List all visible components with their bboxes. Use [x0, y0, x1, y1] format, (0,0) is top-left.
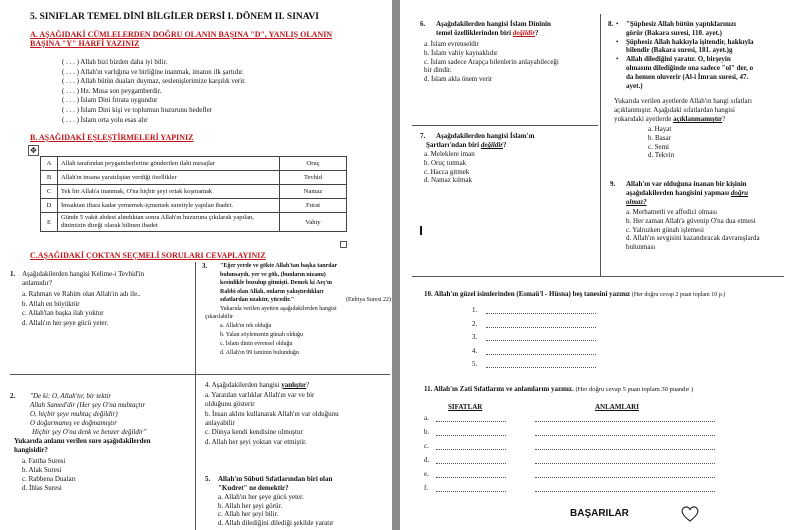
q7-stem-2a: Şartları'ndan biri [426, 141, 481, 149]
matching-table [40, 156, 347, 232]
q4-stem-c: ? [306, 381, 310, 389]
q10-note: (Her doğru cevap 2 puan toplam 10 p.) [631, 292, 726, 298]
answer-option: a. Fatiha Suresi [22, 457, 66, 465]
answer-line[interactable] [486, 367, 596, 368]
sifat-answer-line[interactable] [436, 477, 506, 478]
sifat-answer-line[interactable] [436, 449, 506, 450]
sifat-answer-line[interactable] [436, 491, 506, 492]
q11-title: 11. Allah'ın Zati Sıfatlarını ve anlamlarını yazınız. [424, 385, 574, 393]
heart-icon [680, 505, 700, 523]
answer-option: c. Allah her şeyi bilir. [218, 510, 279, 519]
row-letter: C [41, 185, 58, 199]
q8-verse-line: "Şüphesiz Allah bütün yaptıklarınızı [626, 20, 736, 28]
row-letter: D [41, 199, 58, 213]
answer-option: olduğunu gösterir [205, 400, 255, 409]
answer-option: a. Allah'ın tek olduğu [220, 323, 272, 329]
answer-option: d. Allah'ın sevgisini kazandıracak davranışlarda [626, 234, 760, 243]
q2-stem: Yukarıda anlamı verilen sure aşağıdakilerden [14, 437, 151, 445]
row-keyword: Tevhid [280, 171, 347, 185]
anlam-answer-line[interactable] [535, 421, 715, 422]
section-b-heading: B. AŞAĞIDAKİ EŞLEŞTİRMELERİ YAPINIZ [30, 133, 194, 142]
anlam-answer-line[interactable] [535, 449, 715, 450]
col-anlamlari-header: ANLAMLARI [595, 403, 639, 411]
row-statement: Allah tarafından peygamberlerine gönderilen ilahi mesajlar [58, 157, 280, 171]
q6-stem: Aşağıdakilerden hangisi İslam Dininin [436, 20, 551, 28]
q7-stem-2c: ? [503, 141, 507, 149]
q11-title-line [424, 385, 693, 394]
q9-stem-2 [626, 189, 748, 197]
answer-option: a. Yaratılan varlıklar Allah'ın var ve bir [205, 391, 315, 399]
q8-verse-line: ayet.) [626, 81, 643, 90]
answer-option: bir dindir. [424, 66, 452, 75]
q8-stem-emph: açıklanmamıştır [673, 115, 723, 123]
q1-stem: Aşağıdakilerden hangisi Kelime-i Tevhid'in [22, 270, 145, 278]
q2-number: 2. [10, 392, 16, 400]
q8-stem: Yukarıda verilen ayetlerde Allah'ın hangi sıfatları [614, 97, 752, 105]
row-keyword: Oruç [280, 157, 347, 171]
matching-row [41, 185, 347, 199]
bullet-icon: • [616, 37, 619, 46]
q10-line-number: 4. [472, 346, 478, 355]
resize-handle[interactable] [340, 241, 347, 248]
answer-option: c. Yalnızken günah işlemesi [626, 225, 704, 234]
answer-option: a. Rahman ve Rahim olan Allah'ın adı ile.. [22, 290, 141, 298]
q3-stem: Yukarıda verilen ayetten aşağıdakilerden hangisi [220, 306, 337, 312]
q11-row-letter: e. [424, 470, 429, 478]
q2-verse-line: Allah Samed'dir (Her şey O'na muhtaçtır [30, 401, 146, 409]
q3-source: (Enbiya Suresi 22) [346, 297, 391, 303]
answer-option: d. İhlas Suresi [22, 484, 62, 492]
q7-stem-emph: değildir [480, 141, 504, 149]
section-a-heading-2: BAŞINA "Y" HARFİ YAZINIZ [30, 39, 140, 48]
q10-line-number: 3. [472, 333, 478, 341]
q11-row-letter: c. [424, 442, 429, 450]
q8-verse-line: da hemen oluverir (Al-i İmran suresi, 47. [626, 72, 749, 81]
answer-option: a. Meleklere iman [424, 150, 475, 158]
q6-stem-emph: değildir [512, 29, 535, 37]
q9-stem: Allah'ın var olduğuna inanan bir kişinin [626, 180, 747, 188]
true-false-item: ( . . . ) Allah bizi bizden daha iyi bilir. [62, 58, 168, 66]
anlam-answer-line[interactable] [535, 477, 715, 478]
q10-title-line [424, 290, 725, 299]
q3-quote-line: Rabbi olan Allah, onların yakıştırdıkları [220, 288, 324, 295]
true-false-item: ( . . . ) İslam Dini fıtrata uygundur [62, 96, 158, 105]
q2-verse-line: Hiçbir şey O'na denk ve benzer değildir" [32, 428, 147, 436]
q10-line-number: 2. [472, 319, 478, 328]
row-divider [10, 374, 390, 375]
q2-verse-line: O, hiçbir şeye muhtaç değildir) [30, 410, 118, 418]
sifat-answer-line[interactable] [436, 435, 506, 436]
q8-stem-2: açıklanmıştır. Aşağıdaki sıfatlardan hangisi [614, 106, 735, 114]
true-false-item: ( . . . ) Allah bütün duaları duymaz, seslenişlerimize karşılık verir. [62, 77, 246, 86]
q8-verse-line: olmasını dilediğinde ona sadece "ol" der, o [626, 64, 754, 72]
q6-stem-2a: temel özelliklerinden biri [436, 29, 513, 37]
matching-row [41, 157, 347, 171]
answer-option: b. Allah her şeyi görür. [218, 501, 283, 510]
section-a-heading-1: A. AŞAĞIDAKİ CÜMLELERDEN DOĞRU OLANIN BAŞINA "D", YANLIŞ OLANIN [30, 30, 333, 39]
true-false-item: ( . . . ) Allah'ın varlığına ve birliğine inanmak, imanın ilk şartıdır. [62, 67, 244, 76]
q8-verse-line: görür (Bakara suresi, 110. ayet.) [626, 28, 722, 37]
row-keyword: Vahiy [280, 213, 347, 232]
q8-verse-line: bilendir (Bakara suresi, 181. ayet.)g [626, 46, 733, 55]
q3-quote-line: "Eğer yerde ve gökte Allah'tan başka tanrılar [220, 263, 338, 269]
q4-stem-emph: yanlıştır [281, 381, 307, 389]
answer-option: a. İslam evrenseldir [424, 40, 480, 48]
q4-stem-a: Aşağıdakilerden hangisi [211, 381, 282, 389]
q3-quote-line: kesinlikle bozulup gitmişti. Demek ki Arş'ın [220, 280, 333, 286]
footer-text: BAŞARILAR [570, 508, 629, 519]
anlam-answer-line[interactable] [535, 435, 715, 436]
q3-quote-line: bulunsaydı, yer ve gök, (bunların nizamı) [220, 271, 326, 278]
row-letter: E [41, 213, 58, 232]
column-divider [195, 262, 196, 530]
answer-option: c. Dünya kendi kendisine olmuştur [205, 428, 303, 437]
row-keyword: Fıtrat [280, 199, 347, 213]
q11-note: (Her doğru cevap 5 puan toplam 30 puandır ) [575, 386, 694, 393]
q9-stem-emph: doğru [730, 189, 748, 197]
q8-verse-line: Şüphesiz Allah hakkıyla işitendir, hakkıyla [626, 37, 754, 46]
true-false-item: ( . . . ) İslam orta yolu esas alır [62, 115, 148, 124]
q5-number: 5. [205, 475, 211, 483]
q1-number: 1. [10, 270, 16, 278]
answer-option: d. Allah her şeyi yoktan var etmiştir. [205, 437, 307, 446]
exam-title: 5. SINIFLAR TEMEL DİNİ BİLGİLER DERSİ I. DÖNEM II. SINAVI [30, 12, 319, 22]
text-cursor [420, 226, 422, 235]
answer-option: b. Yalan söylemenin günah olduğu [220, 332, 303, 338]
section-c-heading: C.AŞAĞIDAKİ ÇOKTAN SEÇMELİ SORULARI CEVAPLAYINIZ [30, 251, 266, 260]
row-statement: Günde 5 vakit abdest alındıktan sonra Allah'ın huzuruna çıkılarak yapılan, dinimizin direği olarak bilinen ibadet [58, 213, 280, 232]
q8-stem-3 [614, 115, 725, 123]
q6-stem-2 [436, 29, 538, 37]
q7-number: 7. [420, 132, 426, 140]
q10-title: 10. Allah'ın güzel isimlerinden (Esmaü'l - Hüsna) beş tanesini yazınız [424, 290, 631, 298]
q8-stem-3c: ? [722, 115, 726, 123]
answer-option: c. Semi [648, 142, 669, 151]
answer-option: c. Rabbena Duaları [22, 475, 76, 483]
section-divider [412, 276, 784, 277]
q2-stem-2: hangisidir? [14, 446, 48, 454]
answer-option: a. Merhametli ve affedici olması [626, 208, 718, 216]
answer-option: d. Namaz kılmak [424, 176, 473, 185]
answer-option: c. İslam sadece Arapça bilenlerin anlayabileceği [424, 57, 559, 66]
answer-option: b. Basar [648, 133, 671, 142]
bullet-icon: • [616, 55, 619, 64]
answer-option: c. Allah'tan başka ilah yoktur [22, 309, 104, 317]
q11-row-letter: a. [424, 414, 429, 422]
matching-row [41, 171, 347, 185]
q8-stem-3a: yukarıdaki ayetlerde [614, 115, 674, 123]
row-letter: B [41, 171, 58, 185]
q5-stem-2: "Kudret" ne demektir? [218, 484, 289, 492]
answer-option: d. İslam akla önem verir [424, 75, 493, 84]
answer-option: b. İnsan aklını kullanarak Allah'ın var olduğunu [205, 409, 339, 418]
answer-option: d. Tekvin [648, 151, 675, 160]
q10-line-number: 5. [472, 360, 478, 368]
answer-option: c. İslam dinin evrensel olduğu [220, 341, 293, 347]
q3-number: 3. [202, 262, 208, 270]
row-statement: Allah'ın insana yaratılıştan verdiği özellikler [58, 171, 280, 185]
q9-number: 9. [610, 180, 616, 188]
q8-verse-line: Allah dilediğini yaratır. O, birşeyin [626, 55, 731, 64]
answer-option: a. Allah'ın her şeye gücü yeter. [218, 493, 304, 501]
move-icon[interactable]: ✥ [28, 145, 39, 156]
answer-line[interactable] [486, 327, 596, 328]
answer-option: b. Her zaman Allah'a güvenip O'na dua etmesi [626, 216, 756, 225]
q7-stem-2 [426, 141, 507, 149]
q4-number: 4. [205, 381, 211, 389]
row-statement: İmsaktan iftara kadar yememek-içmemek suretiyle yapılan ibadet. [58, 199, 280, 213]
answer-option: d. Allah'ın her şeye gücü yeter. [22, 318, 109, 327]
bullet-icon: • [616, 20, 619, 28]
q11-row-letter: f. [424, 484, 429, 492]
row-divider-right [412, 125, 598, 126]
q2-verse-line: O doğurmamış ve doğmamıştır [30, 419, 117, 427]
anlam-answer-line[interactable] [535, 491, 715, 492]
q11-row-letter: d. [424, 456, 430, 464]
q10-line-number: 1. [472, 306, 478, 314]
sifat-answer-line[interactable] [436, 463, 506, 464]
matching-row [41, 213, 347, 232]
q6-stem-2c: ? [534, 29, 539, 37]
answer-line[interactable] [486, 313, 596, 314]
answer-line[interactable] [486, 340, 596, 341]
q3-stem-2: çıkarılabilir [205, 314, 233, 320]
answer-option: anlayabilir [205, 418, 235, 427]
q11-row-letter: b. [424, 428, 430, 436]
q2-verse-line: "De ki: O, Allah'tır, bir tektir [30, 392, 112, 400]
q9-stem-2a: aşağıdakilerden hangisini yapması [626, 189, 731, 197]
answer-option: d. Allah'ın 99 isminin bulunduğu [220, 350, 299, 356]
answer-option: d. Allah dilediğini dilediği şekilde yaratır [218, 518, 334, 527]
q5-stem: Allah'ın Sübuti Sıfatlarından biri olan [218, 475, 333, 483]
q4-stem [205, 381, 309, 389]
answer-option: b. Allah en büyüktür [22, 299, 80, 308]
q6-number: 6. [420, 20, 426, 28]
q7-stem: Aşağıdakilerden hangisi İslam'ın [436, 132, 535, 140]
row-keyword: Namaz [280, 185, 347, 199]
row-letter: A [41, 157, 58, 171]
row-statement: Tek bir Allah'a inanmak, O'na hiçbir şeyi ortak koşmamak [58, 185, 280, 199]
anlam-answer-line[interactable] [535, 463, 715, 464]
answer-option: b. İslam vahiy kaynaklıdır [424, 48, 498, 57]
answer-option: c. Hacca gitmek [424, 167, 470, 176]
q1-stem-2: anlamıdır? [22, 279, 52, 287]
right-page [400, 0, 788, 530]
answer-option: b. Oruç tutmak [424, 158, 467, 167]
answer-option: bulunması [626, 243, 656, 252]
answer-option: b. Alak Suresi [22, 466, 62, 474]
true-false-item: ( . . . ) İslam Dini kişi ve toplumun huzurunu hedefler [62, 106, 213, 114]
q8-number: 8. [608, 20, 614, 28]
column-divider-right [600, 14, 601, 276]
q9-stem-3: olmaz? [626, 198, 647, 206]
matching-row [41, 199, 347, 213]
answer-line[interactable] [486, 354, 596, 355]
true-false-item: ( . . . ) Hz. Musa son peygamberdir. [62, 86, 162, 95]
sifat-answer-line[interactable] [436, 421, 506, 422]
answer-option: a. Hayat [648, 125, 672, 133]
q3-quote-line: sıfatlardan uzaktır, yücedir." [220, 297, 295, 303]
col-sifatlar-header: SIFATLAR [448, 403, 483, 411]
